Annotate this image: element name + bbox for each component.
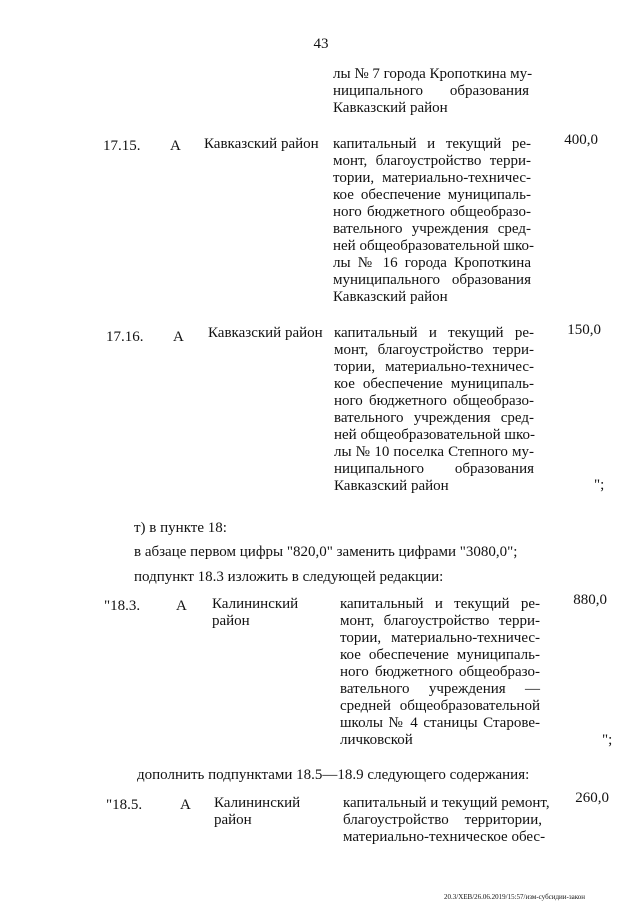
continuation-line: лы № 7 города Кропоткина му- bbox=[333, 66, 533, 82]
closing-quote: "; bbox=[594, 477, 605, 493]
desc-line: кое обеспечение муниципаль- bbox=[333, 187, 531, 203]
desc-line: ного бюджетного общеобразо- bbox=[340, 664, 540, 680]
desc-line: монт, благоустройство терри- bbox=[334, 342, 534, 358]
row-number: 17.15. bbox=[103, 138, 141, 154]
desc-line: вательного учреждения сред- bbox=[334, 410, 534, 426]
row-description bbox=[343, 795, 550, 846]
desc-line: тории, материально-техничес- bbox=[334, 359, 534, 375]
row-number: 17.16. bbox=[106, 329, 144, 345]
closing-quote: "; bbox=[602, 732, 613, 748]
district-line: Калининский bbox=[212, 596, 299, 612]
desc-line: ней общеобразовательной шко- bbox=[334, 427, 535, 443]
row-district: Кавказский район bbox=[204, 136, 319, 152]
desc-line: кое обеспечение муниципаль- bbox=[340, 647, 540, 663]
row-category: А bbox=[180, 797, 191, 813]
desc-line: тории, материально-техничес- bbox=[333, 170, 531, 186]
desc-line: вательного учреждения — bbox=[340, 681, 540, 697]
district-line: район bbox=[214, 812, 252, 828]
desc-line: благоустройство территории, bbox=[343, 812, 542, 828]
desc-line: капитальный и текущий ремонт, bbox=[343, 795, 550, 811]
desc-line: ниципального образования bbox=[334, 461, 534, 477]
desc-line: ного бюджетного общеобразо- bbox=[333, 204, 531, 220]
continuation-line: ниципального образования bbox=[333, 83, 529, 99]
row-amount: 150,0 bbox=[567, 322, 601, 338]
desc-line: Кавказский район bbox=[334, 478, 449, 494]
footer-document-id: 20.3/ХЕВ/26.06.2019/15:57/изм-субсидии-закон bbox=[444, 893, 586, 901]
continuation-line: Кавказский район bbox=[333, 100, 448, 116]
desc-line: Кавказский район bbox=[333, 289, 448, 305]
desc-line: средней общеобразовательной bbox=[340, 698, 540, 714]
page-number: 43 bbox=[313, 36, 329, 52]
row-number: "18.3. bbox=[104, 598, 141, 614]
desc-line: вательного учреждения сред- bbox=[333, 221, 531, 237]
row-description bbox=[340, 596, 540, 749]
row-district bbox=[214, 795, 300, 829]
desc-line: ного бюджетного общеобразо- bbox=[334, 393, 534, 409]
row-amount: 260,0 bbox=[575, 790, 609, 806]
desc-line: капитальный и текущий ре- bbox=[333, 136, 531, 152]
desc-line: материально-техническое обес- bbox=[343, 829, 546, 845]
desc-line: монт, благоустройство терри- bbox=[333, 153, 531, 169]
desc-line: школы № 4 станицы Старове- bbox=[340, 715, 540, 731]
paragraph-amendment: в абзаце первом цифры "820,0" заменить цифрами "3080,0"; bbox=[134, 544, 518, 560]
paragraph-addition: дополнить подпунктами 18.5—18.9 следующего содержания: bbox=[137, 767, 530, 783]
desc-line: лы № 16 города Кропоткина bbox=[333, 255, 531, 271]
continuation-text bbox=[333, 66, 533, 117]
desc-line: капитальный и текущий ре- bbox=[334, 325, 534, 341]
desc-line: муниципального образования bbox=[333, 272, 531, 288]
desc-line: кое обеспечение муниципаль- bbox=[334, 376, 534, 392]
row-description bbox=[333, 136, 534, 306]
paragraph-subitem: подпункт 18.3 изложить в следующей редакции: bbox=[134, 569, 444, 585]
desc-line: тории, материально-техничес- bbox=[340, 630, 540, 646]
desc-line: монт, благоустройство терри- bbox=[340, 613, 540, 629]
desc-line: личковской bbox=[340, 732, 413, 748]
row-category: А bbox=[170, 138, 181, 154]
district-line: район bbox=[212, 613, 250, 629]
paragraph-item-t: т) в пункте 18: bbox=[134, 520, 227, 536]
row-amount: 400,0 bbox=[564, 132, 598, 148]
district-line: Калининский bbox=[214, 795, 301, 811]
desc-line: лы № 10 поселка Степного му- bbox=[334, 444, 534, 460]
row-category: А bbox=[173, 329, 184, 345]
row-description bbox=[334, 325, 534, 495]
desc-line: ней общеобразовательной шко- bbox=[333, 238, 534, 254]
row-district bbox=[212, 596, 298, 630]
desc-line: капитальный и текущий ре- bbox=[340, 596, 540, 612]
row-category: А bbox=[176, 598, 187, 614]
row-district: Кавказский район bbox=[208, 325, 323, 341]
row-number: "18.5. bbox=[106, 797, 143, 813]
row-amount: 880,0 bbox=[573, 592, 607, 608]
